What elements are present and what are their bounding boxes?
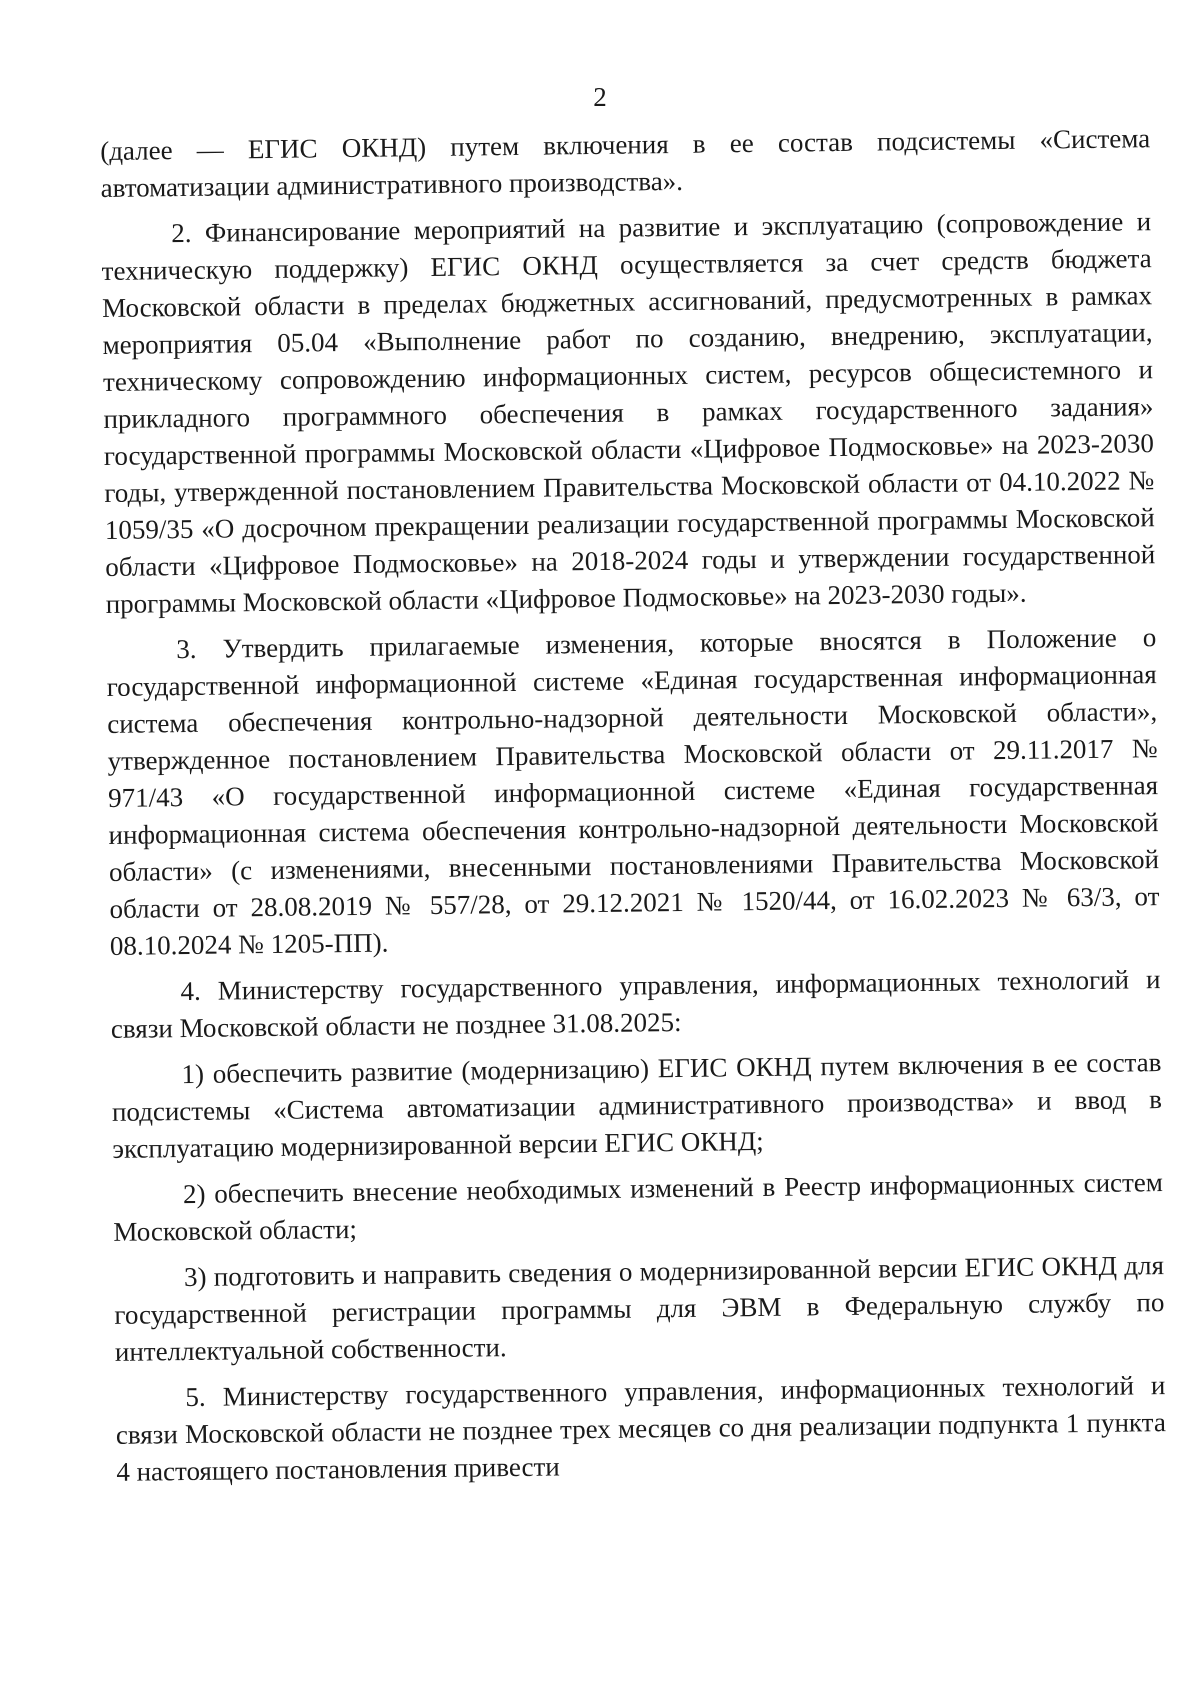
subparagraph-4-3: 3) подготовить и направить сведения о модернизированной версии ЕГИС ОКНД для государственной регистрации программы для ЭВМ в Федеральную службу по интеллектуальной собственности.	[114, 1250, 1165, 1367]
subparagraph-4-2: 2) обеспечить внесение необходимых изменений в Реестр информационных систем Московской области;	[113, 1167, 1164, 1247]
page-number: 2	[593, 82, 607, 112]
paragraph-2-financing: 2. Финансирование мероприятий на развитие и эксплуатацию (сопровождение и техническую поддержку) ЕГИС ОКНД осуществляется за счет средств бюджета Московской области в пределах бюджетных ассигнований, предусмотренных в рамках мероприятия 05.04 «Выполнение работ по созданию, внедрению, эксплуатации, техническому сопровождению информационных систем, ресурсов общесистемного и прикладного программного обеспечения в рамках государственного задания» государственной программы Московской области «Цифровое Подмосковье» на 2023-2030 годы, утвержденной постановлением Правительства Московской области от 04.10.2022 № 1059/35 «О досрочном прекращении реализации государственной программы Московской области «Цифровое Подмосковье» на 2018-2024 годы и утверждении государственной программы Московской области «Цифровое Подмосковье» на 2023-2030 годы».	[101, 206, 1156, 619]
paragraph-5-ministry-deadline: 5. Министерству государственного управления, информационных технологий и связи Московской области не позднее трех месяцев со дня реализации подпункта 1 пункта 4 настоящего постановления привести	[115, 1370, 1167, 1487]
document-body	[100, 120, 1167, 1500]
subparagraph-4-1: 1) обеспечить развитие (модернизацию) ЕГИС ОКНД путем включения в ее состав подсистемы «Система автоматизации административного производства» и ввод в эксплуатацию модернизированной версии ЕГИС ОКНД;	[111, 1047, 1163, 1164]
paragraph-4-ministry-tasks: 4. Министерству государственного управления, информационных технологий и связи Московской области не позднее 31.08.2025:	[110, 964, 1161, 1044]
paragraph-continuation: (далее — ЕГИС ОКНД) путем включения в ее состав подсистемы «Система автоматизации административного производства».	[100, 123, 1151, 203]
paragraph-3-approve-changes: 3. Утвердить прилагаемые изменения, которые вносятся в Положение о государственной информационной системе «Единая государственная информационная система обеспечения контрольно-надзорной деятельности Московской области», утвержденное постановлением Правительства Московской области от 29.11.2017 № 971/43 «О государственной информационной системе «Единая государственная информационная система обеспечения контрольно-надзорной деятельности Московской области» (с изменениями, внесенными постановлениями Правительства Московской области от 28.08.2019 № 557/28, от 29.12.2021 № 1520/44, от 16.02.2023 № 63/3, от 08.10.2024 № 1205-ПП).	[106, 622, 1160, 961]
